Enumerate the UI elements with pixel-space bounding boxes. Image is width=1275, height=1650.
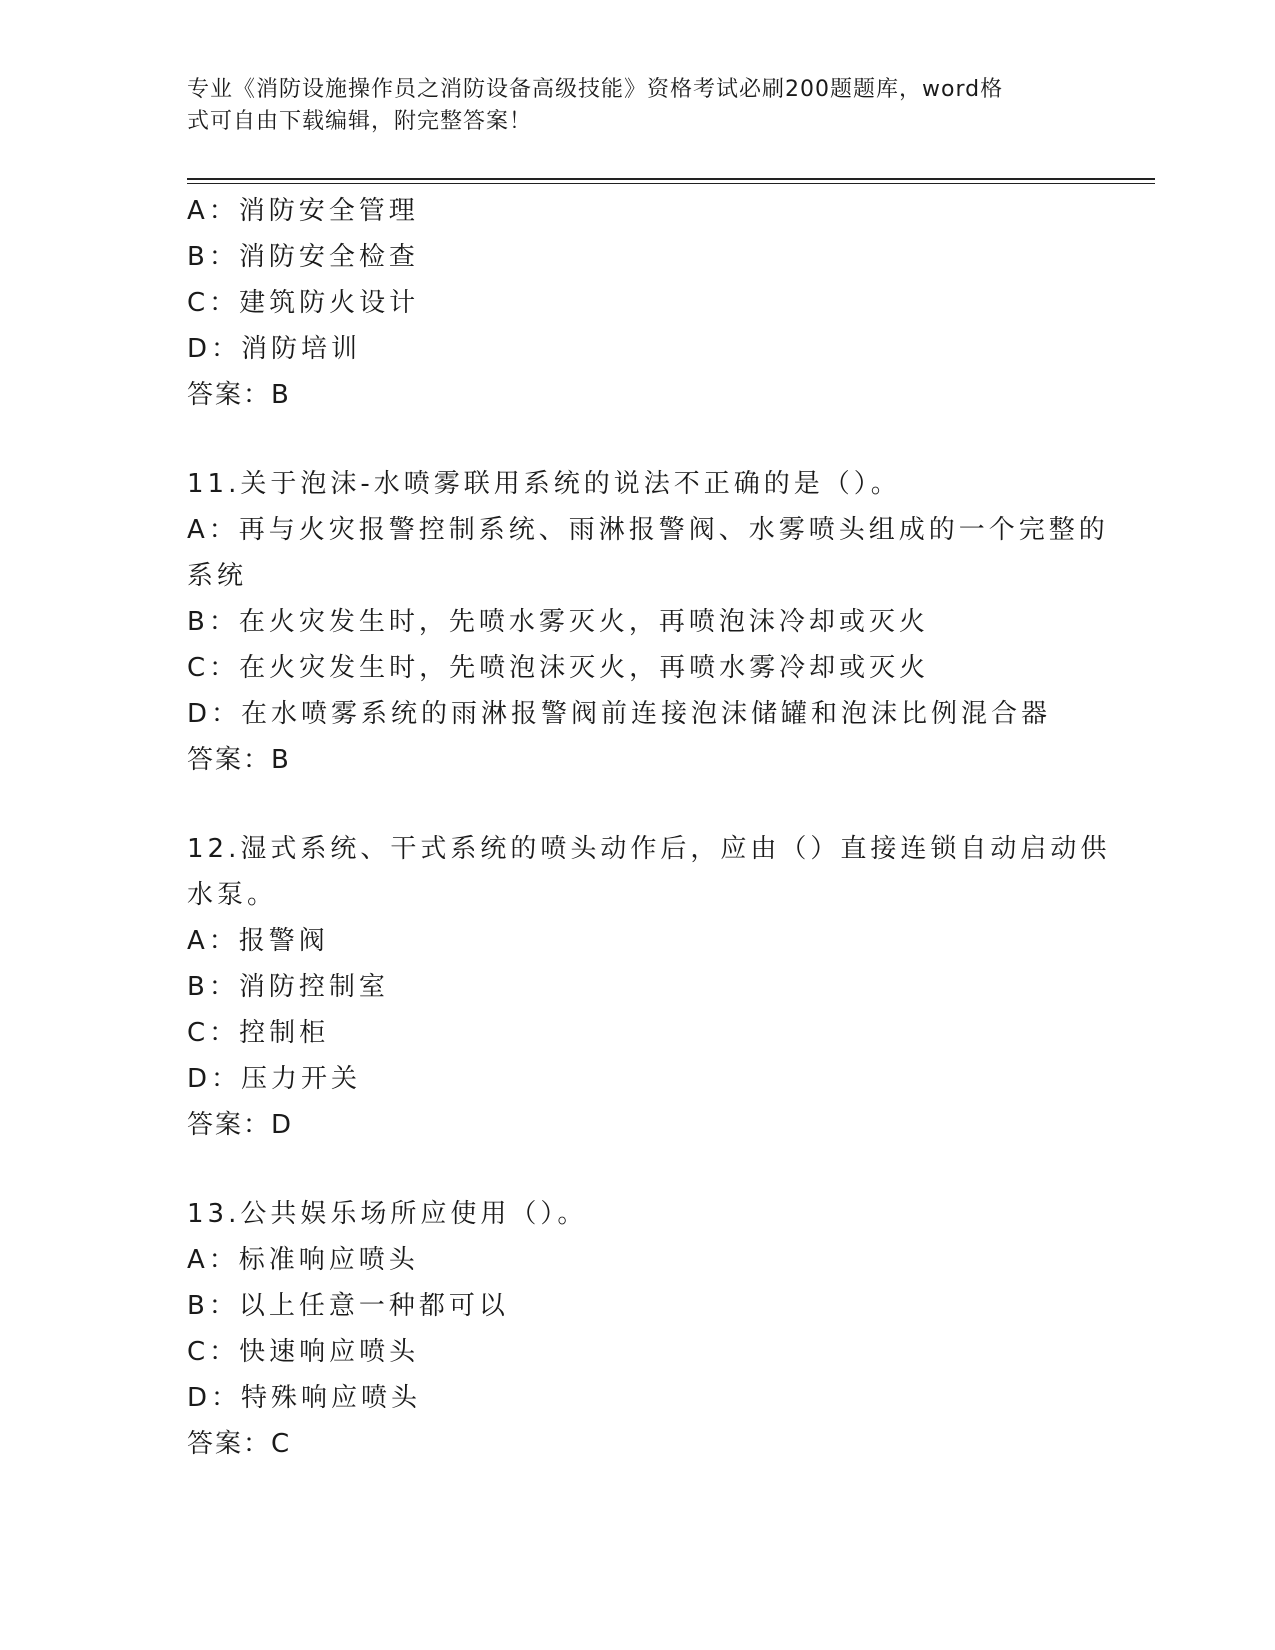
question-block-13 <box>187 1191 1087 1467</box>
question-text-continued: 水泵。 <box>187 880 278 910</box>
spacer <box>187 418 1087 461</box>
answer: 答案：D <box>187 1110 294 1140</box>
answer: 答案：B <box>187 380 291 410</box>
option-d: D：在水喷雾系统的雨淋报警阀前连接泡沫储罐和泡沫比例混合器 <box>187 699 1052 729</box>
option-a-continued: 系统 <box>187 561 248 591</box>
header-line-1: 专业《消防设施操作员之消防设备高级技能》资格考试必刷200题题库，word格 <box>187 77 1004 102</box>
question-text: 13.公共娱乐场所应使用（）。 <box>187 1199 588 1229</box>
option-a: A：标准响应喷头 <box>187 1245 419 1275</box>
option-a: A：再与火灾报警控制系统、雨淋报警阀、水雾喷头组成的一个完整的 <box>187 515 1109 545</box>
document-header <box>187 74 1067 138</box>
header-line-2: 式可自由下载编辑，附完整答案！ <box>187 109 533 134</box>
question-text: 11.关于泡沫-水喷雾联用系统的说法不正确的是（）。 <box>187 469 901 499</box>
option-c: C：控制柜 <box>187 1018 330 1048</box>
spacer <box>187 783 1087 826</box>
question-block-11 <box>187 461 1109 783</box>
option-a: A：报警阀 <box>187 926 329 956</box>
answer: 答案：C <box>187 1429 292 1459</box>
option-b: B：消防控制室 <box>187 972 389 1002</box>
question-list <box>187 188 1111 1467</box>
option-b: B：以上任意一种都可以 <box>187 1291 509 1321</box>
question-block-12 <box>187 826 1111 1148</box>
spacer <box>187 1148 1087 1191</box>
header-divider-thick <box>187 178 1155 180</box>
option-a: A：消防安全管理 <box>187 196 419 226</box>
option-d: D：特殊响应喷头 <box>187 1383 422 1413</box>
question-text: 12.湿式系统、干式系统的喷头动作后，应由（）直接连锁自动启动供 <box>187 834 1111 864</box>
answer: 答案：B <box>187 745 291 775</box>
option-c: C：在火灾发生时，先喷泡沫灭火，再喷水雾冷却或灭火 <box>187 653 930 683</box>
option-b: B：在火灾发生时，先喷水雾灭火，再喷泡沫冷却或灭火 <box>187 607 929 637</box>
option-d: D：消防培训 <box>187 334 362 364</box>
option-c: C：快速响应喷头 <box>187 1337 420 1367</box>
option-b: B：消防安全检查 <box>187 242 419 272</box>
header-divider-thin <box>187 183 1155 184</box>
question-block-10 <box>187 188 1087 418</box>
option-d: D：压力开关 <box>187 1064 362 1094</box>
option-c: C：建筑防火设计 <box>187 288 420 318</box>
